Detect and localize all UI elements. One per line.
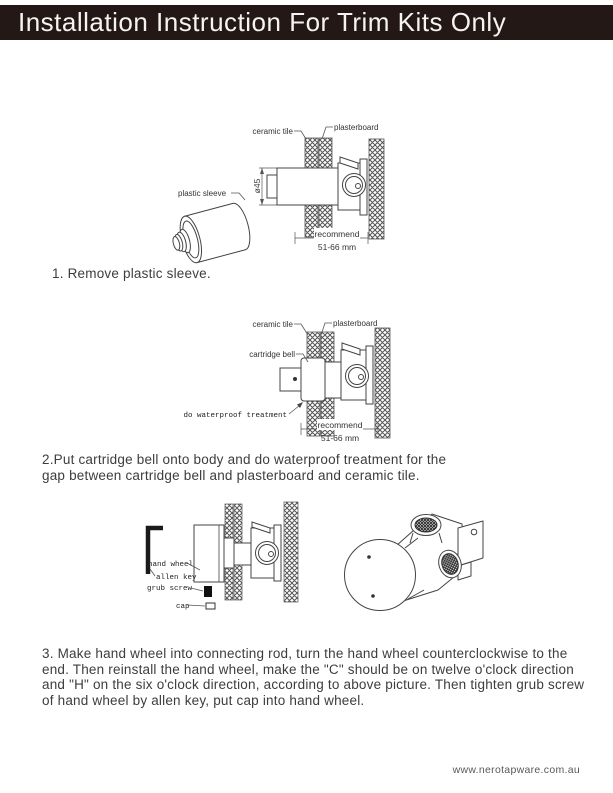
grub-screw-label: grub screw <box>147 585 193 593</box>
diameter-label: ø45 <box>252 178 262 194</box>
waterproof-label: do waterproof treatment <box>183 412 287 420</box>
diagram-step1 <box>155 115 395 267</box>
allen-key-label: allen key <box>156 574 197 582</box>
diagram-step3-valve-3d <box>338 496 513 621</box>
step-1-text: 1. Remove plastic sleeve. <box>52 266 211 281</box>
ceramic-tile-label: ceramic tile <box>252 320 293 329</box>
plasterboard-label: plasterboard <box>334 123 379 132</box>
valve-3d-body <box>345 514 484 611</box>
hand-wheel-label: hand wheel <box>148 561 194 569</box>
cartridge-bell <box>280 358 325 401</box>
recommend-label: recommend <box>317 420 363 430</box>
step-2-text: 2.Put cartridge bell onto body and do waterproof treatment for the gap between cartridge bell and plasterboard and ceramic tile. <box>42 452 447 483</box>
website-url: www.nerotapware.com.au <box>452 764 580 776</box>
grub-screw <box>204 586 212 597</box>
cap-label: cap <box>176 603 190 611</box>
cartridge-bell-label: cartridge bell <box>249 350 295 359</box>
plastic-sleeve-label: plastic sleeve <box>178 189 227 198</box>
header-bar <box>0 5 613 40</box>
plasterboard-label: plasterboard <box>333 319 378 328</box>
recommend-range-label: 51-66 mm <box>320 433 360 443</box>
recommend-range-label: 51-66 mm <box>317 242 357 252</box>
page-title: Installation Instruction For Trim Kits Only <box>18 7 507 37</box>
plastic-sleeve <box>167 201 254 267</box>
diagram-step3-left <box>122 498 317 628</box>
recommend-label: recommend <box>314 229 360 239</box>
step-3-text: 3. Make hand wheel into connecting rod, turn the hand wheel counterclockwise to the end. Then reinstall the hand wheel, make the "C" should be on twelve o'clock direction and "H" on the six o'clock direction, according to above picture. Then tighten grub screw of hand wheel by allen key, put cap into hand wheel. <box>42 646 585 708</box>
diagram-step2 <box>183 310 405 450</box>
cap <box>206 603 215 609</box>
ceramic-tile-label: ceramic tile <box>252 127 293 136</box>
